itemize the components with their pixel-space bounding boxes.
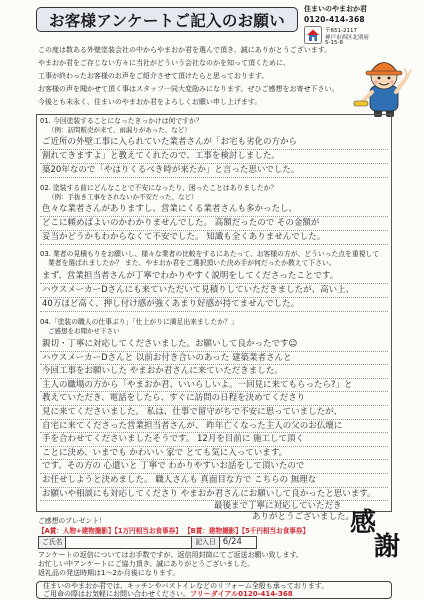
intro-line: やまおか君をご存じない方々に当社がどういう会社なのかを知って頂くために、 bbox=[38, 59, 290, 67]
question-3-label: 03. 業者の見積もりをお願いし、様々な業者の比較をするにあたって、お客様の方が、どういった点を重視して bbox=[40, 250, 380, 258]
return-note: 返礼品の発送時期は1〜2か月後になります。 bbox=[38, 569, 180, 577]
house-logo-icon bbox=[304, 26, 322, 44]
return-note: アンケートの返信についてはお手数ですが、返信用封筒にてご返送お願い致します。 bbox=[38, 551, 303, 559]
thanks-character: 謝 bbox=[374, 532, 401, 562]
intro-line: この度は数ある外壁塗装会社の中からやまおか君を選んで頂き、誠にありがとうございます。 bbox=[38, 46, 332, 54]
title-box bbox=[36, 7, 298, 32]
question-1-label: 01. 今回塗装することになったきっかけは何ですか？ bbox=[40, 117, 203, 125]
intro-line: 工事が終わったお客様のお声をご紹介させて頂けたらと思っております。 bbox=[38, 72, 269, 80]
date-label: 記入日 bbox=[192, 537, 219, 548]
return-note: お忙しい中アンケートにご協力頂き、誠にありがとうございました。 bbox=[38, 560, 255, 568]
company-postal: 〒651-2117 bbox=[325, 28, 357, 34]
name-field bbox=[66, 537, 192, 548]
answer-line: 見に来てくださいました。 私は、仕事で留守がちで不安に思っていましたが、 bbox=[40, 406, 388, 420]
question-2-label: 02. 塗装する前にどんなことで不安になったり、困ったことはありましたか？ bbox=[40, 184, 278, 192]
answer-line: 自宅に来てくださった営業担当者さんが、 昨年亡くなった主人の父のお仏壇に bbox=[40, 420, 388, 434]
answer-line: ことに決め、いまでも かわいい 家で とても気に入っています。 bbox=[40, 447, 388, 461]
question-2-example: （例：手抜き工事をされないか不安だった、など） bbox=[48, 193, 198, 201]
name-date-table bbox=[38, 536, 257, 549]
answer-line: ご近所の外壁工事に入られていた業者さんが「お宅も劣化の方から bbox=[40, 136, 388, 150]
handwritten-note: 最後まで丁寧に対応していただき bbox=[214, 501, 342, 511]
footer-line: 住まいのやまおか君では、キッチンやバストイレなどのリフォーム全般も承っております。 bbox=[43, 582, 329, 590]
footer-box bbox=[36, 581, 392, 599]
answer-line: 割れてきますよ」と教えてくれたので、工事を検討しました。 bbox=[40, 150, 388, 164]
answer-line: 主人の職場の方から「やまおか君、いいらしいよ。一回見に来てもらったら?」と bbox=[40, 379, 388, 393]
intro-line: 今後とも末永く、住まいのやまおか君をよろしくお願い申し上げます。 bbox=[38, 98, 262, 106]
painter-mascot-icon bbox=[352, 46, 418, 118]
freedial-number: フリーダイアル0120-414-368 bbox=[190, 590, 293, 598]
answer-line: 築20年なので「やはりくるべき時が来たか」と言った思いでした。 bbox=[40, 164, 388, 178]
question-4-prompt: ご感想をお聞かせ下さい bbox=[48, 327, 120, 335]
answer-line: どこに頼めばよいのかわかりませんでした。 高額だったので その金額が bbox=[40, 217, 388, 231]
footer-line bbox=[43, 590, 385, 598]
present-prizes: 【A賞：人物+建物撮影】【1万円相当お食事券】 【B賞：建物撮影】【5千円相当お食事券】 bbox=[38, 527, 310, 535]
answer-line: 手を合わせてくださいましたそうです。 12月を目前に 施工して頂く bbox=[40, 433, 388, 447]
company-name: 住まいのやまおか君 bbox=[304, 5, 367, 13]
answer-line: ハウスメーカーDさんと 以前お付き合いのあった 建築業者さんと bbox=[40, 352, 388, 366]
date-value: 6/24 bbox=[222, 537, 242, 547]
answer-line: 40万ほど高く、押し付け感が強くあまり好感が持てませんでした。 bbox=[40, 298, 388, 312]
handwritten-note: ありがとうございました。♡ bbox=[252, 512, 362, 522]
thanks-character: 感 bbox=[350, 508, 377, 538]
answer-line: 今回工事をお願いした やまおか君さんに来ていただきました。 bbox=[40, 365, 388, 379]
question-4-label: 04.「塗装の職人の仕事ぶり」「仕上がりに満足出来ましたか？」 bbox=[40, 318, 238, 326]
answer-line: 妥当かどうかもわからなくて不安でした。 知識も全くありませんでした。 bbox=[40, 231, 388, 245]
name-label: ご氏名 bbox=[39, 537, 66, 548]
answer-line: 教えていただき、電話をしたら、すぐに訪問の日程を決めてくださり bbox=[40, 392, 388, 406]
answer-line: 親切・丁寧に対応してくださいました。お願いして良かったです☺ bbox=[40, 338, 388, 352]
present-label: ご感想のプレゼント！ bbox=[38, 517, 106, 525]
company-address-number: 5-15-8 bbox=[325, 40, 343, 46]
answer-line: ハウスメーカーDさんにも来ていただいて見積りしていただきましたが、高い上、 bbox=[40, 284, 388, 298]
company-phone: 0120-414-368 bbox=[304, 15, 365, 24]
intro-line: お客様の声を聞かせて頂く事はスタッフ一同大変励みになります。ぜひご感想をお寄せ下さい。 bbox=[38, 85, 339, 93]
footer-contact-text: ご用命の際はお気軽にお問い合わせください。 bbox=[43, 590, 190, 598]
company-address-city: 神戸市西区北別府 bbox=[325, 35, 370, 41]
answer-line: 色々な業者さんがありますし、営業にくる業者さんも多かったし、 bbox=[40, 203, 388, 217]
page-title: お客様アンケートご記入のお願い bbox=[48, 11, 286, 30]
answer-line: まず、営業担当者さんが丁寧でわかりやすく説明をしてくださったことです。 bbox=[40, 270, 388, 284]
answer-line: です。その方の 心遣いと 丁寧で わかりやすいお話をして頂いたので bbox=[40, 460, 388, 474]
answer-line: お任せしようと決めました。 職人さんも 真面目な方で こちらの 無理な bbox=[40, 474, 388, 488]
question-1-example: （例：訪問販売が来て、雨漏りがあった、など） bbox=[48, 126, 191, 134]
question-3-label-continued: 業者を選ばれましたか？ また、やまおか君をご選択頂いた決め手が何だったか教えて下さい。 bbox=[48, 259, 336, 267]
answer-line: お願いや相談にも対応してくださり やまおか君さんにお願いして良かったと思います。 bbox=[40, 488, 388, 502]
